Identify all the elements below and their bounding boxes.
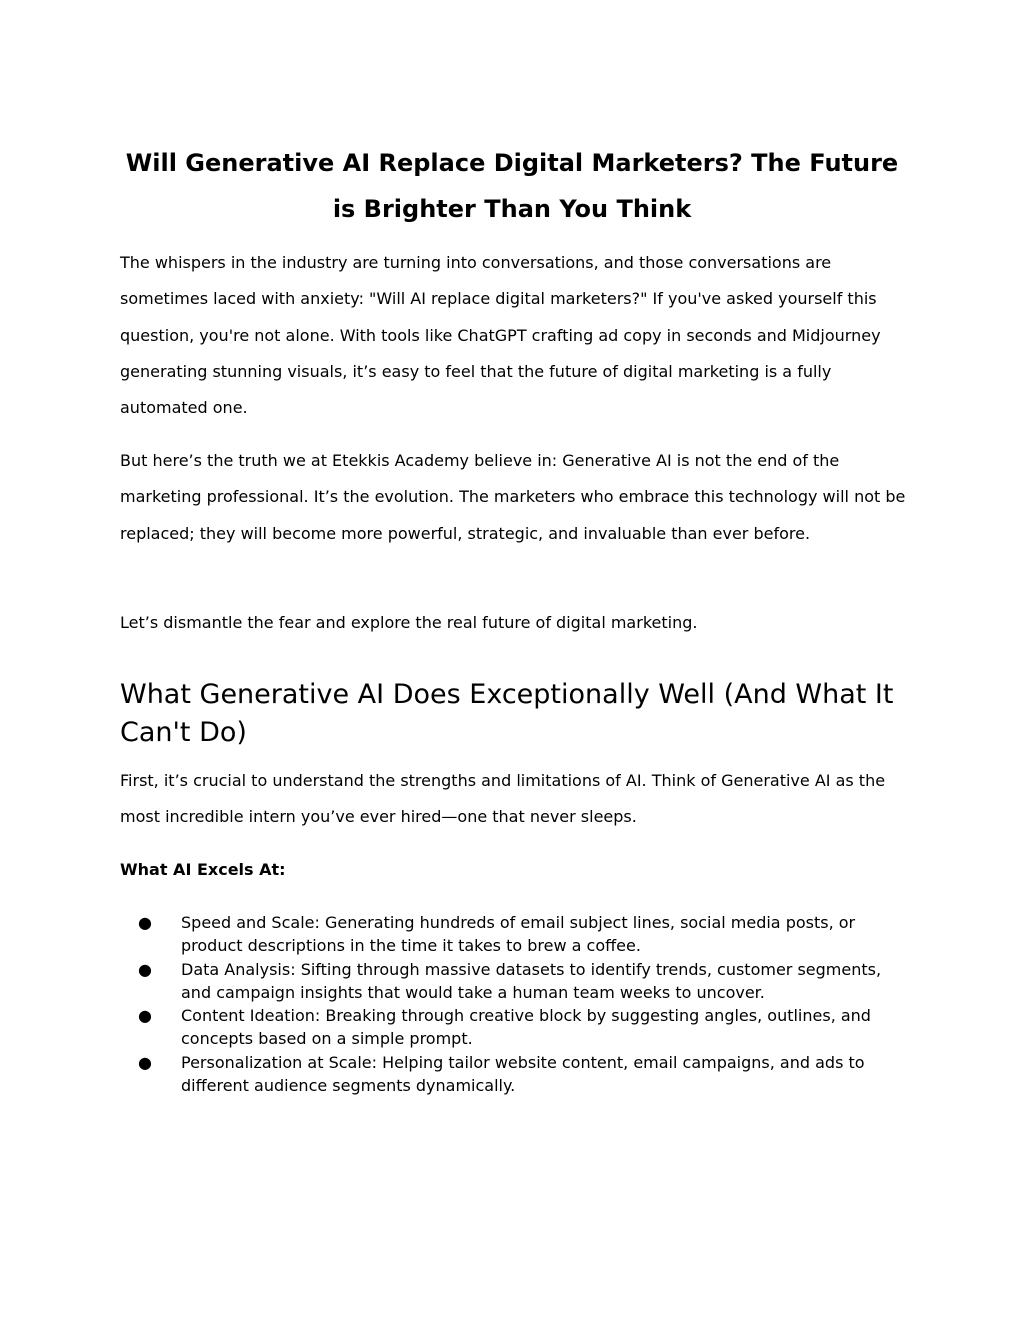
list-item-text: Content Ideation: Breaking through creative block by suggesting angles, outlines, and concepts based on a simple prompt. [181, 1006, 871, 1049]
bullet-icon: ● [138, 1006, 152, 1026]
list-item [120, 958, 910, 1005]
paragraph-intro: The whispers in the industry are turning into conversations, and those conversations are sometimes laced with anxiety: "Will AI replace digital marketers?" If you've asked yourself this question, you're not alone. With tools like ChatGPT crafting ad copy in seconds and Midjourney generating stunning visuals, it’s easy to feel that the future of digital marketing is a fully automated one. [120, 253, 881, 418]
list-item [120, 1051, 910, 1098]
list-item-text: Personalization at Scale: Helping tailor website content, email campaigns, and ads to different audience segments dynamically. [181, 1052, 865, 1096]
section-intro: First, it’s crucial to understand the strengths and limitations of AI. Think of Generative AI as the most incredible intern you’ve ever hired—one that never sleeps. [120, 771, 886, 827]
list-item [120, 911, 910, 958]
list-item-text: Speed and Scale: Generating hundreds of email subject lines, social media posts, or product descriptions in the time it takes to brew a coffee. [181, 913, 856, 956]
document-title: Will Generative AI Replace Digital Marketers? The Future is Brighter Than You Think [125, 149, 899, 223]
section-heading: What Generative AI Does Exceptionally Well (And What It Can't Do) [120, 679, 894, 748]
bullet-icon: ● [138, 1052, 152, 1072]
paragraph-dismantle: Let’s dismantle the fear and explore the real future of digital marketing. [120, 613, 698, 632]
bullet-list [120, 911, 910, 1097]
paragraph-truth: But here’s the truth we at Etekkis Academy believe in: Generative AI is not the end of the marketing professional. It’s the evolution. The marketers who embrace this technology will not be replaced; they will become more powerful, strategic, and invaluable than ever before. [120, 451, 906, 543]
subheading: What AI Excels At: [120, 860, 286, 879]
list-item [120, 1004, 910, 1051]
bullet-icon: ● [138, 913, 152, 932]
list-item-text: Data Analysis: Sifting through massive datasets to identify trends, customer segments, and campaign insights that would take a human team weeks to uncover. [181, 959, 882, 1002]
bullet-icon: ● [138, 959, 152, 979]
